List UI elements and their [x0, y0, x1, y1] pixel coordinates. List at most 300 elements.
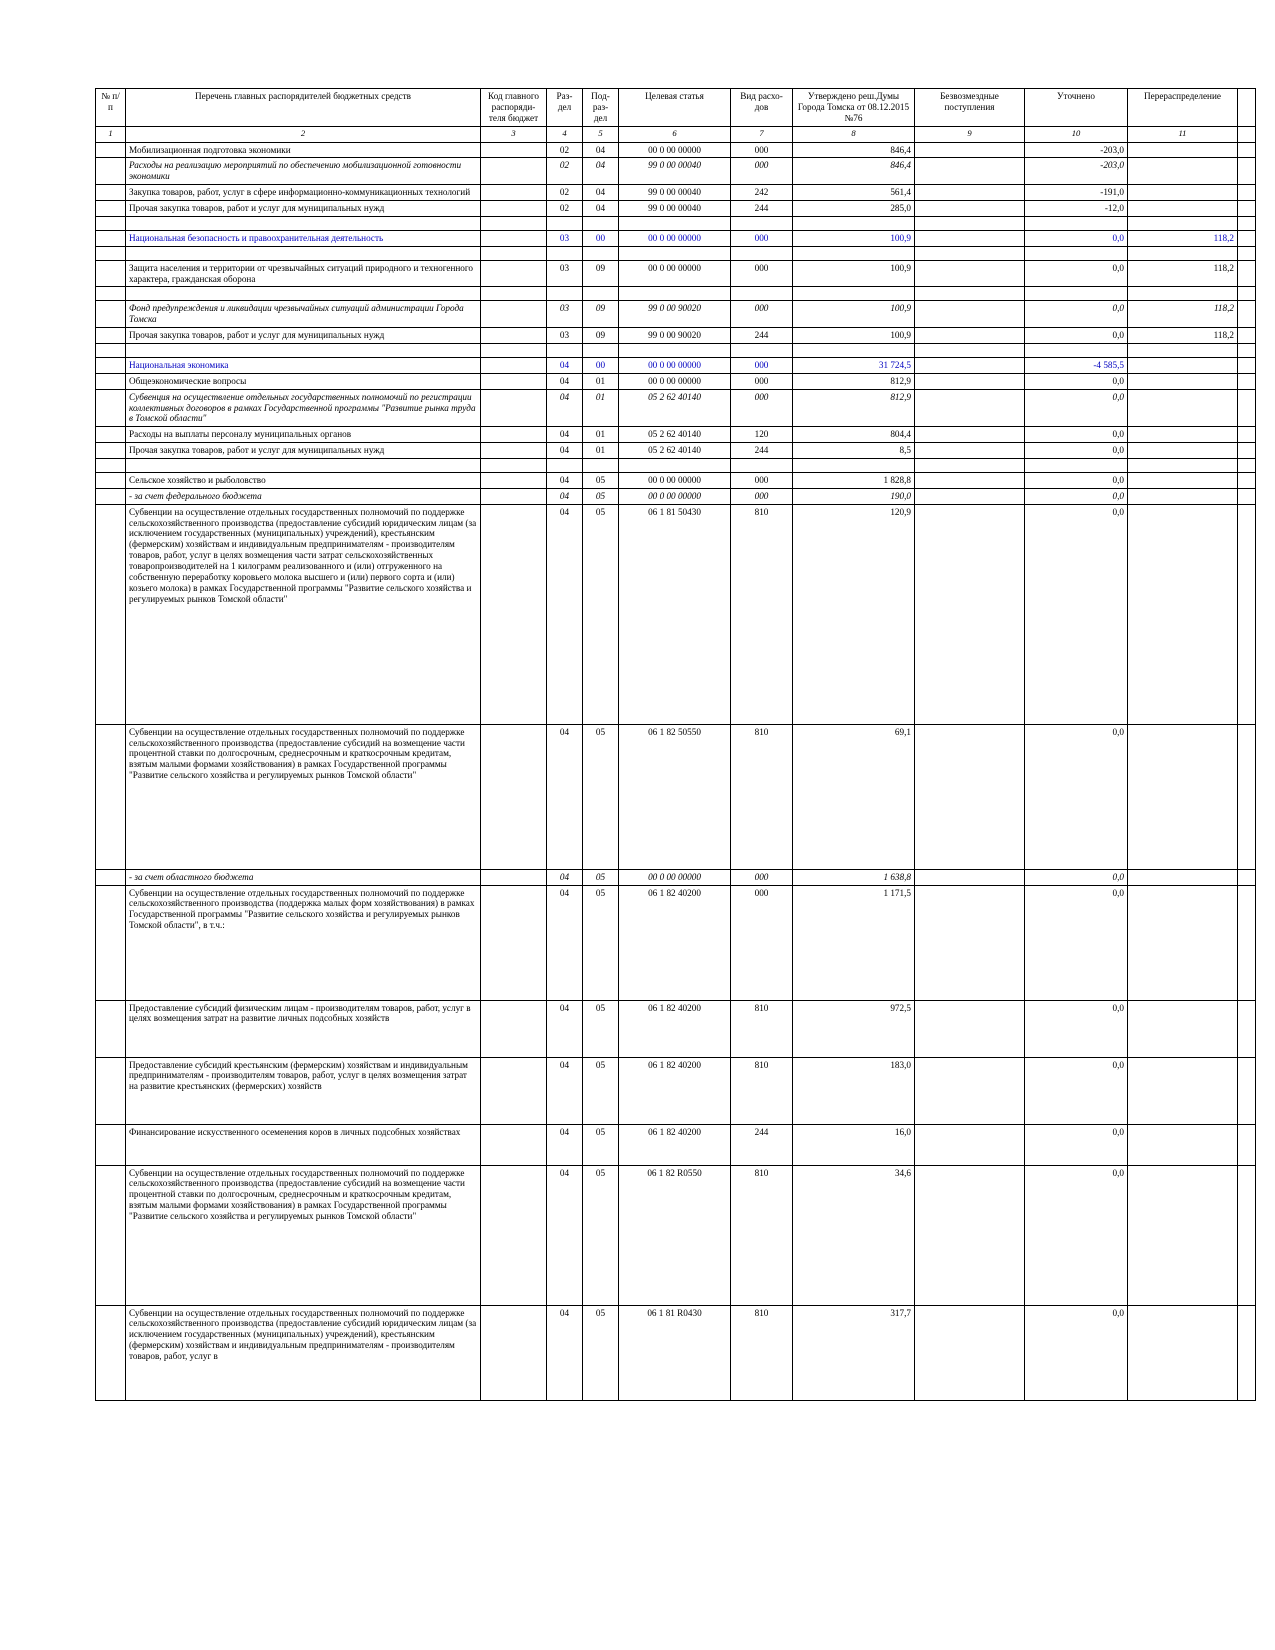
row-razdel-cell: 04 [547, 869, 583, 885]
header-cell-code [481, 89, 547, 127]
row-code-cell [481, 1057, 547, 1124]
row-tail-cell [1238, 358, 1256, 374]
row-tail-cell [1238, 1305, 1256, 1400]
row-name-cell: Прочая закупка товаров, работ и услуг для муниципальных нужд [126, 443, 481, 459]
row-name-cell: Субвенции на осуществление отдельных государственных полномочий по поддержке сельскохозяйственного производства (предоставление субсидий на возмещение части процентной ставки по долгосрочным, среднесрочным и краткосрочным кредитам, взятым малыми формами хозяйствования) в рамках Государственной программы "Развитие сельского хозяйства и регулируемых рынков Томской области" [126, 1165, 481, 1305]
row-tail-cell [1238, 1057, 1256, 1124]
table-spacer-row [96, 246, 1256, 260]
row-name-cell: Предоставление субсидий крестьянским (фермерским) хозяйствам и индивидуальным предпринимателям - производителям товаров, работ, услуг в целях возмещения затрат на развитие крестьянских (фермерских) хозяйств [126, 1057, 481, 1124]
row-utverzhdeno-cell: 120,9 [793, 504, 915, 724]
row-code-cell [481, 185, 547, 201]
row-number-cell [96, 488, 126, 504]
row-vid-cell: 000 [731, 473, 793, 489]
spacer-cell [793, 287, 915, 301]
row-razdel-cell: 04 [547, 1057, 583, 1124]
spacer-cell [547, 216, 583, 230]
row-statya-cell: 06 1 81 50430 [619, 504, 731, 724]
row-utochneno-cell: -203,0 [1025, 158, 1128, 185]
row-pereraspredelenie-cell [1128, 185, 1238, 201]
row-pereraspredelenie-cell [1128, 473, 1238, 489]
table-row [96, 142, 1256, 158]
header-label-pere: Перераспределение [1144, 91, 1221, 101]
row-code-cell [481, 885, 547, 1000]
row-podrazdel-cell: 05 [583, 1000, 619, 1057]
row-name-cell: Защита населения и территории от чрезвычайных ситуаций природного и техногенного характера, гражданская оборона [126, 260, 481, 287]
row-pereraspredelenie-cell: 118,2 [1128, 230, 1238, 246]
header-label-vid: Вид расхо- дов [740, 91, 783, 112]
table-row [96, 443, 1256, 459]
spacer-cell [547, 344, 583, 358]
row-utochneno-cell: 0,0 [1025, 443, 1128, 459]
row-name-cell: - за счет областного бюджета [126, 869, 481, 885]
row-statya-cell: 05 2 62 40140 [619, 389, 731, 427]
row-number-cell [96, 230, 126, 246]
row-number-cell [96, 158, 126, 185]
budget-table [95, 88, 1256, 1401]
row-razdel-cell: 03 [547, 328, 583, 344]
spacer-cell [126, 459, 481, 473]
row-statya-cell: 06 1 82 40200 [619, 1124, 731, 1165]
row-number-cell [96, 185, 126, 201]
row-utverzhdeno-cell: 31 724,5 [793, 358, 915, 374]
spacer-cell [619, 287, 731, 301]
row-bezvozmezdnye-cell [915, 389, 1025, 427]
row-name-cell: Мобилизационная подготовка экономики [126, 142, 481, 158]
row-podrazdel-cell: 01 [583, 389, 619, 427]
row-bezvozmezdnye-cell [915, 473, 1025, 489]
table-row [96, 185, 1256, 201]
row-code-cell [481, 328, 547, 344]
row-vid-cell: 810 [731, 1000, 793, 1057]
spacer-cell [915, 344, 1025, 358]
row-podrazdel-cell: 01 [583, 427, 619, 443]
row-name-cell: Расходы на выплаты персоналу муниципальных органов [126, 427, 481, 443]
row-code-cell [481, 260, 547, 287]
row-pereraspredelenie-cell [1128, 504, 1238, 724]
row-number-cell [96, 1305, 126, 1400]
row-number-cell [96, 504, 126, 724]
row-code-cell [481, 869, 547, 885]
spacer-cell [583, 344, 619, 358]
row-utochneno-cell: 0,0 [1025, 260, 1128, 287]
row-razdel-cell: 04 [547, 358, 583, 374]
header-label-utoch: Уточнено [1057, 91, 1095, 101]
row-bezvozmezdnye-cell [915, 373, 1025, 389]
header-cell-vid [731, 89, 793, 127]
row-razdel-cell: 02 [547, 201, 583, 217]
row-utverzhdeno-cell: 972,5 [793, 1000, 915, 1057]
spacer-cell [96, 246, 126, 260]
row-name-cell: Фонд предупреждения и ликвидации чрезвычайных ситуаций администрации Города Томска [126, 301, 481, 328]
spacer-cell [1128, 344, 1238, 358]
row-podrazdel-cell: 01 [583, 443, 619, 459]
row-name-cell: Субвенции на осуществление отдельных государственных полномочий по поддержке сельскохозяйственного производства (предоставление субсидий на возмещение части процентной ставки по долгосрочным, среднесрочным и краткосрочным кредитам, взятым малыми формами хозяйствования) в рамках Государственной программы "Развитие сельского хозяйства и регулируемых рынков Томской области" [126, 724, 481, 869]
spacer-cell [481, 344, 547, 358]
header-cell-podrazd [583, 89, 619, 127]
row-tail-cell [1238, 724, 1256, 869]
row-razdel-cell: 04 [547, 473, 583, 489]
row-podrazdel-cell: 05 [583, 1165, 619, 1305]
spacer-cell [731, 459, 793, 473]
row-statya-cell: 00 0 00 00000 [619, 260, 731, 287]
table-row [96, 358, 1256, 374]
row-utverzhdeno-cell: 8,5 [793, 443, 915, 459]
row-utverzhdeno-cell: 561,4 [793, 185, 915, 201]
table-row [96, 260, 1256, 287]
spacer-cell [96, 459, 126, 473]
row-utverzhdeno-cell: 100,9 [793, 230, 915, 246]
row-statya-cell: 06 1 82 R0550 [619, 1165, 731, 1305]
row-vid-cell: 244 [731, 1124, 793, 1165]
spacer-cell [1238, 216, 1256, 230]
header-label-code: Код главного распоряди- теля бюджет [488, 91, 539, 123]
row-statya-cell: 99 0 00 00040 [619, 201, 731, 217]
row-bezvozmezdnye-cell [915, 504, 1025, 724]
colnum-5: 5 [583, 126, 619, 142]
row-podrazdel-cell: 09 [583, 260, 619, 287]
row-code-cell [481, 1305, 547, 1400]
row-razdel-cell: 03 [547, 230, 583, 246]
row-tail-cell [1238, 473, 1256, 489]
spacer-cell [481, 459, 547, 473]
row-code-cell [481, 158, 547, 185]
row-tail-cell [1238, 1000, 1256, 1057]
row-podrazdel-cell: 05 [583, 504, 619, 724]
row-razdel-cell: 03 [547, 260, 583, 287]
spacer-cell [793, 216, 915, 230]
row-name-cell: Расходы на реализацию мероприятий по обеспечению мобилизационной готовности экономики [126, 158, 481, 185]
row-number-cell [96, 301, 126, 328]
row-utverzhdeno-cell: 100,9 [793, 301, 915, 328]
row-razdel-cell: 03 [547, 301, 583, 328]
row-razdel-cell: 04 [547, 1305, 583, 1400]
row-vid-cell: 242 [731, 185, 793, 201]
spacer-cell [126, 246, 481, 260]
row-pereraspredelenie-cell: 118,2 [1128, 260, 1238, 287]
spacer-cell [481, 287, 547, 301]
row-number-cell [96, 260, 126, 287]
table-row [96, 488, 1256, 504]
row-podrazdel-cell: 01 [583, 373, 619, 389]
colnum-9: 9 [915, 126, 1025, 142]
colnum-8: 8 [793, 126, 915, 142]
row-number-cell [96, 885, 126, 1000]
row-tail-cell [1238, 443, 1256, 459]
row-utverzhdeno-cell: 812,9 [793, 373, 915, 389]
row-code-cell [481, 488, 547, 504]
spacer-cell [126, 216, 481, 230]
spacer-cell [619, 344, 731, 358]
row-utverzhdeno-cell: 100,9 [793, 328, 915, 344]
row-pereraspredelenie-cell [1128, 724, 1238, 869]
spacer-cell [1025, 216, 1128, 230]
row-tail-cell [1238, 488, 1256, 504]
spacer-cell [481, 246, 547, 260]
row-podrazdel-cell: 09 [583, 301, 619, 328]
row-code-cell [481, 301, 547, 328]
row-vid-cell: 000 [731, 373, 793, 389]
row-podrazdel-cell: 04 [583, 185, 619, 201]
row-utochneno-cell: 0,0 [1025, 230, 1128, 246]
row-statya-cell: 05 2 62 40140 [619, 427, 731, 443]
row-statya-cell: 06 1 81 R0430 [619, 1305, 731, 1400]
row-utochneno-cell: -191,0 [1025, 185, 1128, 201]
row-vid-cell: 000 [731, 488, 793, 504]
row-pereraspredelenie-cell [1128, 1305, 1238, 1400]
row-statya-cell: 00 0 00 00000 [619, 142, 731, 158]
row-tail-cell [1238, 1165, 1256, 1305]
row-bezvozmezdnye-cell [915, 201, 1025, 217]
row-vid-cell: 000 [731, 230, 793, 246]
spacer-cell [915, 216, 1025, 230]
row-name-cell: Предоставление субсидий физическим лицам - производителям товаров, работ, услуг в целях возмещения затрат на развитие личных подсобных хозяйств [126, 1000, 481, 1057]
row-bezvozmezdnye-cell [915, 443, 1025, 459]
row-tail-cell [1238, 389, 1256, 427]
row-statya-cell: 05 2 62 40140 [619, 443, 731, 459]
row-code-cell [481, 1000, 547, 1057]
row-razdel-cell: 04 [547, 488, 583, 504]
table-row [96, 201, 1256, 217]
row-number-cell [96, 1057, 126, 1124]
table-spacer-row [96, 216, 1256, 230]
table-row [96, 158, 1256, 185]
row-podrazdel-cell: 05 [583, 1057, 619, 1124]
row-code-cell [481, 724, 547, 869]
row-tail-cell [1238, 885, 1256, 1000]
spacer-cell [583, 459, 619, 473]
header-cell-pere [1128, 89, 1238, 127]
spacer-cell [481, 216, 547, 230]
spacer-cell [793, 246, 915, 260]
row-vid-cell: 810 [731, 1165, 793, 1305]
spacer-cell [96, 344, 126, 358]
row-pereraspredelenie-cell [1128, 427, 1238, 443]
row-utochneno-cell: 0,0 [1025, 427, 1128, 443]
row-statya-cell: 99 0 00 00040 [619, 158, 731, 185]
row-pereraspredelenie-cell [1128, 488, 1238, 504]
row-name-cell: Субвенции на осуществление отдельных государственных полномочий по поддержке сельскохозяйственного производства (предоставление субсидий юридическим лицам (за исключением государственных (муниципальных) учреждений), крестьянским (фермерским) хозяйствам и индивидуальным предпринимателям - производителям товаров, работ, услуг в [126, 1305, 481, 1400]
row-code-cell [481, 142, 547, 158]
row-code-cell [481, 201, 547, 217]
row-pereraspredelenie-cell: 118,2 [1128, 328, 1238, 344]
row-razdel-cell: 02 [547, 185, 583, 201]
spacer-cell [547, 287, 583, 301]
row-utochneno-cell: 0,0 [1025, 885, 1128, 1000]
spacer-cell [1128, 246, 1238, 260]
spacer-cell [915, 246, 1025, 260]
row-pereraspredelenie-cell [1128, 1000, 1238, 1057]
row-utochneno-cell: -203,0 [1025, 142, 1128, 158]
row-vid-cell: 000 [731, 142, 793, 158]
row-razdel-cell: 04 [547, 885, 583, 1000]
spacer-cell [96, 287, 126, 301]
row-number-cell [96, 142, 126, 158]
row-tail-cell [1238, 869, 1256, 885]
row-vid-cell: 244 [731, 201, 793, 217]
spacer-cell [547, 459, 583, 473]
row-razdel-cell: 04 [547, 389, 583, 427]
spacer-cell [1128, 287, 1238, 301]
spacer-cell [1025, 459, 1128, 473]
row-tail-cell [1238, 185, 1256, 201]
row-code-cell [481, 373, 547, 389]
table-row [96, 328, 1256, 344]
header-label-statya: Целевая статья [645, 91, 704, 101]
spacer-cell [619, 216, 731, 230]
row-razdel-cell: 02 [547, 142, 583, 158]
row-razdel-cell: 04 [547, 443, 583, 459]
row-utverzhdeno-cell: 804,4 [793, 427, 915, 443]
row-vid-cell: 000 [731, 358, 793, 374]
row-bezvozmezdnye-cell [915, 301, 1025, 328]
row-razdel-cell: 02 [547, 158, 583, 185]
row-pereraspredelenie-cell: 118,2 [1128, 301, 1238, 328]
header-cell-tail [1238, 89, 1256, 127]
row-number-cell [96, 1000, 126, 1057]
row-tail-cell [1238, 504, 1256, 724]
table-row [96, 724, 1256, 869]
row-vid-cell: 000 [731, 158, 793, 185]
table-row [96, 389, 1256, 427]
header-label-utv: Утверждено реш.Думы Города Томска от 08.12.2015 №76 [797, 91, 910, 123]
spacer-cell [583, 216, 619, 230]
row-number-cell [96, 201, 126, 217]
row-bezvozmezdnye-cell [915, 230, 1025, 246]
row-name-cell: - за счет федерального бюджета [126, 488, 481, 504]
row-tail-cell [1238, 373, 1256, 389]
row-podrazdel-cell: 04 [583, 158, 619, 185]
row-name-cell: Субвенции на осуществление отдельных государственных полномочий по поддержке сельскохозяйственного производства (поддержка малых форм хозяйствования) в рамках Государственной программы "Развитие сельского хозяйства и регулируемых рынков Томской области", в т.ч.: [126, 885, 481, 1000]
row-tail-cell [1238, 427, 1256, 443]
row-tail-cell [1238, 301, 1256, 328]
row-vid-cell: 810 [731, 1305, 793, 1400]
spacer-cell [1025, 287, 1128, 301]
row-utochneno-cell: 0,0 [1025, 373, 1128, 389]
row-vid-cell: 244 [731, 328, 793, 344]
row-bezvozmezdnye-cell [915, 488, 1025, 504]
row-number-cell [96, 473, 126, 489]
row-utochneno-cell: -4 585,5 [1025, 358, 1128, 374]
spacer-cell [1238, 287, 1256, 301]
spacer-cell [96, 216, 126, 230]
row-code-cell [481, 427, 547, 443]
row-pereraspredelenie-cell [1128, 373, 1238, 389]
row-podrazdel-cell: 00 [583, 358, 619, 374]
row-razdel-cell: 04 [547, 504, 583, 724]
row-vid-cell: 120 [731, 427, 793, 443]
table-header [96, 89, 1256, 143]
row-code-cell [481, 443, 547, 459]
row-utochneno-cell: 0,0 [1025, 1124, 1128, 1165]
row-bezvozmezdnye-cell [915, 260, 1025, 287]
row-name-cell: Прочая закупка товаров, работ и услуг для муниципальных нужд [126, 201, 481, 217]
colnum-11: 11 [1128, 126, 1238, 142]
row-number-cell [96, 389, 126, 427]
spacer-cell [1238, 459, 1256, 473]
row-statya-cell: 00 0 00 00000 [619, 869, 731, 885]
header-cell-utv [793, 89, 915, 127]
table-row [96, 1165, 1256, 1305]
row-utverzhdeno-cell: 812,9 [793, 389, 915, 427]
row-bezvozmezdnye-cell [915, 427, 1025, 443]
row-statya-cell: 99 0 00 00040 [619, 185, 731, 201]
row-statya-cell: 06 1 82 40200 [619, 1057, 731, 1124]
row-statya-cell: 99 0 00 90020 [619, 301, 731, 328]
row-number-cell [96, 869, 126, 885]
row-tail-cell [1238, 230, 1256, 246]
spacer-cell [619, 246, 731, 260]
header-label-razd: Раз- дел [556, 91, 573, 112]
spacer-cell [915, 287, 1025, 301]
row-bezvozmezdnye-cell [915, 358, 1025, 374]
table-spacer-row [96, 287, 1256, 301]
row-name-cell: Финансирование искусственного осеменения коров в личных подсобных хозяйствах [126, 1124, 481, 1165]
row-number-cell [96, 358, 126, 374]
header-label-bez: Безвозмездные поступления [940, 91, 999, 112]
row-code-cell [481, 1124, 547, 1165]
row-pereraspredelenie-cell [1128, 1124, 1238, 1165]
spacer-cell [547, 246, 583, 260]
row-vid-cell: 000 [731, 301, 793, 328]
row-podrazdel-cell: 05 [583, 885, 619, 1000]
table-body [96, 142, 1256, 1400]
header-cell-num [96, 89, 126, 127]
row-utverzhdeno-cell: 100,9 [793, 260, 915, 287]
spacer-cell [1128, 216, 1238, 230]
row-name-cell: Общеэкономические вопросы [126, 373, 481, 389]
row-utverzhdeno-cell: 285,0 [793, 201, 915, 217]
header-row [96, 89, 1256, 127]
spacer-cell [793, 344, 915, 358]
row-code-cell [481, 504, 547, 724]
row-utochneno-cell: 0,0 [1025, 1000, 1128, 1057]
header-cell-utoch [1025, 89, 1128, 127]
row-utochneno-cell: 0,0 [1025, 473, 1128, 489]
row-utochneno-cell: 0,0 [1025, 504, 1128, 724]
column-number-row [96, 126, 1256, 142]
row-code-cell [481, 230, 547, 246]
row-statya-cell: 99 0 00 90020 [619, 328, 731, 344]
row-tail-cell [1238, 260, 1256, 287]
row-bezvozmezdnye-cell [915, 869, 1025, 885]
colnum-4: 4 [547, 126, 583, 142]
row-bezvozmezdnye-cell [915, 142, 1025, 158]
row-podrazdel-cell: 04 [583, 142, 619, 158]
row-podrazdel-cell: 05 [583, 869, 619, 885]
row-vid-cell: 000 [731, 869, 793, 885]
row-statya-cell: 06 1 82 40200 [619, 1000, 731, 1057]
row-bezvozmezdnye-cell [915, 1000, 1025, 1057]
row-pereraspredelenie-cell [1128, 389, 1238, 427]
colnum-1: 1 [96, 126, 126, 142]
row-tail-cell [1238, 142, 1256, 158]
spacer-cell [1128, 459, 1238, 473]
row-utverzhdeno-cell: 34,6 [793, 1165, 915, 1305]
row-podrazdel-cell: 00 [583, 230, 619, 246]
row-podrazdel-cell: 05 [583, 1305, 619, 1400]
spacer-cell [1238, 246, 1256, 260]
row-vid-cell: 000 [731, 389, 793, 427]
row-utochneno-cell: 0,0 [1025, 1305, 1128, 1400]
spacer-cell [619, 459, 731, 473]
row-code-cell [481, 473, 547, 489]
row-utverzhdeno-cell: 16,0 [793, 1124, 915, 1165]
row-pereraspredelenie-cell [1128, 201, 1238, 217]
spacer-cell [731, 287, 793, 301]
table-row [96, 869, 1256, 885]
row-utochneno-cell: 0,0 [1025, 1057, 1128, 1124]
row-podrazdel-cell: 04 [583, 201, 619, 217]
